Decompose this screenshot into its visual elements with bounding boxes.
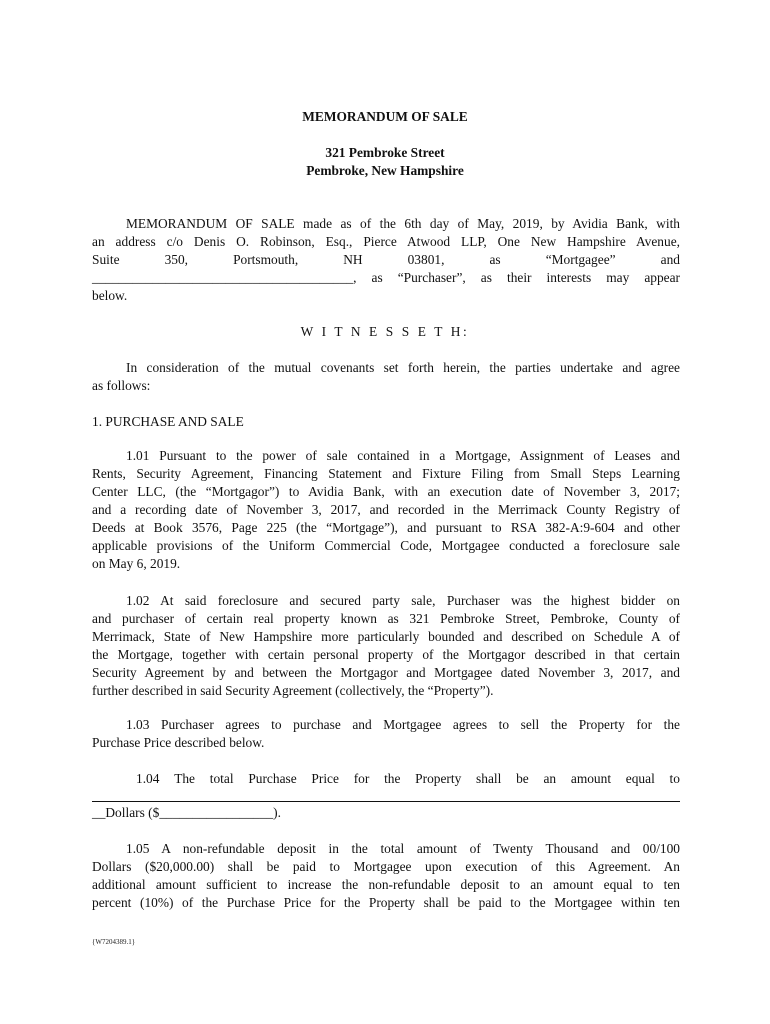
- p102-line: further described in said Security Agreement (collectively, the “Property”).: [92, 683, 494, 698]
- p104-word: equal: [625, 771, 655, 786]
- p104-word: shall: [476, 771, 502, 786]
- p104-word: 1.04: [136, 771, 160, 786]
- intro-word: Suite: [92, 252, 120, 267]
- consideration-paragraph: [92, 359, 680, 395]
- intro-line: [92, 251, 680, 269]
- p104-line: [92, 770, 680, 788]
- property-address-line2: Pembroke, New Hampshire: [306, 163, 464, 178]
- p101-line: Center LLC, (the “Mortgagor”) to Avidia Bank, with an execution date of November 3, 2017;: [92, 484, 680, 499]
- p105-line: Dollars ($20,000.00) shall be paid to Mortgagee upon execution of this Agreement. An: [92, 859, 680, 874]
- document-title: MEMORANDUM OF SALE: [302, 109, 468, 124]
- p101-line: and a recording date of November 3, 2017, and recorded in the Merrimack County Registry of: [92, 502, 680, 517]
- intro-word: NH: [343, 252, 363, 267]
- p101-line: Deeds at Book 3576, Page 225 (the “Mortgage”), and pursuant to RSA 382-A:9-604 and other: [92, 520, 680, 535]
- p101-line: Rents, Security Agreement, Financing Statement and Fixture Filing from Small Steps Learning: [92, 466, 680, 481]
- intro-word: and: [660, 252, 680, 267]
- p105-line: percent (10%) of the Purchase Price for the Property shall be paid to the Mortgagee within ten: [92, 895, 680, 910]
- p102-line: and purchaser of certain real property known as 321 Pembroke Street, Pembroke, County of: [92, 611, 680, 626]
- paragraph-1-02: [92, 592, 680, 700]
- p101-line: 1.01 Pursuant to the power of sale contained in a Mortgage, Assignment of Leases and: [126, 448, 680, 463]
- p101-line: on May 6, 2019.: [92, 556, 181, 571]
- section-heading-purchase-and-sale: 1. PURCHASE AND SALE: [92, 414, 244, 429]
- p104-word: Purchase: [248, 771, 297, 786]
- paragraph-1-04-dollars: [92, 804, 680, 822]
- p104-dollars-line: __Dollars ($_________________).: [92, 805, 281, 820]
- intro-word: Portsmouth,: [233, 252, 299, 267]
- p104-word: total: [209, 771, 234, 786]
- intro-word: as: [489, 252, 501, 267]
- paragraph-1-05: [92, 840, 680, 912]
- paragraph-1-01: [92, 447, 680, 573]
- intro-line: _______________________________________, as “Purchaser”, as their interests may appear: [92, 270, 680, 285]
- p104-word: be: [516, 771, 529, 786]
- p104-word: to: [669, 771, 680, 786]
- consideration-line: In consideration of the mutual covenants set forth herein, the parties undertake and agree: [126, 360, 680, 375]
- intro-word: “Mortgagee”: [545, 252, 616, 267]
- p104-word: an: [543, 771, 557, 786]
- p104-word: Property: [415, 771, 462, 786]
- consideration-line: as follows:: [92, 378, 151, 393]
- p102-line: 1.02 At said foreclosure and secured party sale, Purchaser was the highest bidder on: [126, 593, 680, 608]
- p101-line: applicable provisions of the Uniform Commercial Code, Mortgagee conducted a foreclosure sale: [92, 538, 680, 553]
- p102-line: Merrimack, State of New Hampshire more particularly bounded and described on Schedule A of: [92, 629, 680, 644]
- p102-line: the Mortgage, together with certain personal property of the Mortgagor described in that certain: [92, 647, 680, 662]
- intro-line: below.: [92, 288, 128, 303]
- p105-line: 1.05 A non-refundable deposit in the total amount of Twenty Thousand and 00/100: [126, 841, 680, 856]
- p104-word: Price: [311, 771, 339, 786]
- document-id-footer: {W7204389.1}: [92, 938, 136, 946]
- p103-line: Purchase Price described below.: [92, 735, 265, 750]
- p103-line: 1.03 Purchaser agrees to purchase and Mortgagee agrees to sell the Property for the: [126, 717, 680, 732]
- p104-word: for: [353, 771, 370, 786]
- p104-word: The: [174, 771, 196, 786]
- property-address-line1: 321 Pembroke Street: [325, 145, 445, 160]
- intro-line: MEMORANDUM OF SALE made as of the 6th day of May, 2019, by Avidia Bank, with: [126, 216, 680, 231]
- p102-line: Security Agreement by and between the Mortgagor and Mortgagee dated November 3, 2017, and: [92, 665, 680, 680]
- p105-line: additional amount sufficient to increase the non-refundable deposit to an amount equal to ten: [92, 877, 680, 892]
- paragraph-1-04: [92, 770, 680, 788]
- intro-word: 350,: [164, 252, 189, 267]
- p104-word: the: [384, 771, 401, 786]
- witnesseth-heading: W I T N E S S E T H:: [300, 324, 470, 339]
- paragraph-1-03: [92, 716, 680, 752]
- purchase-price-blank-line: [92, 801, 680, 802]
- intro-paragraph: [92, 215, 680, 305]
- intro-line: an address c/o Denis O. Robinson, Esq., Pierce Atwood LLP, One New Hampshire Avenue,: [92, 234, 680, 249]
- p104-word: amount: [570, 771, 612, 786]
- intro-word: 03801,: [407, 252, 445, 267]
